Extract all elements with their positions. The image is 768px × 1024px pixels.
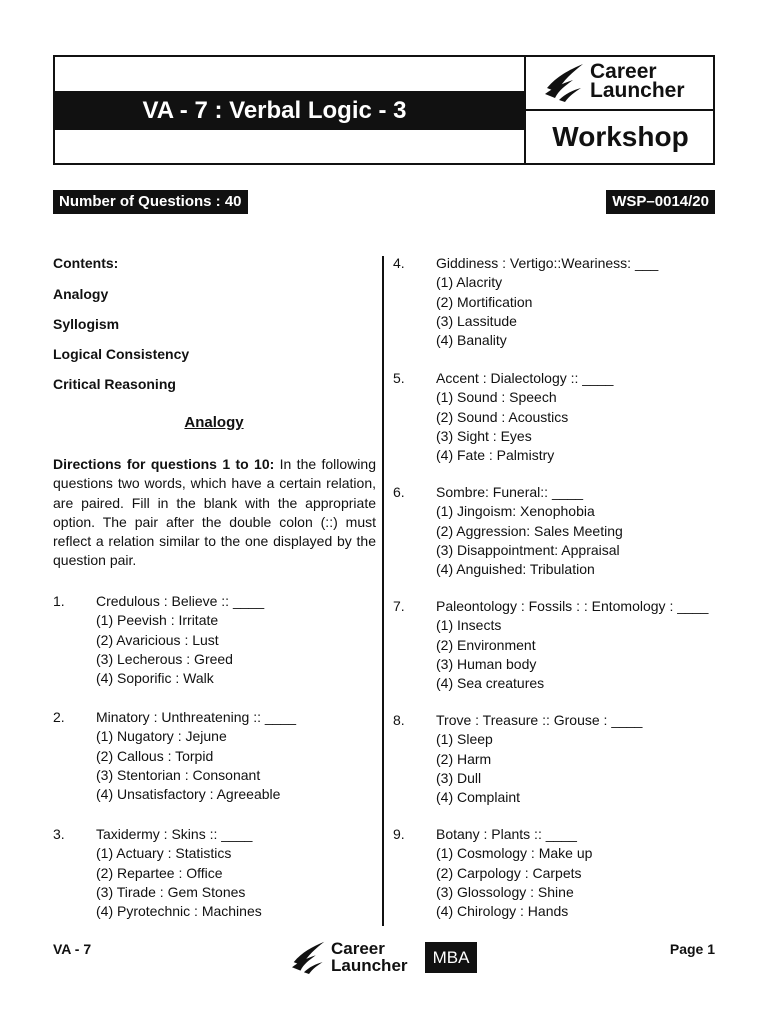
question-number: 3. bbox=[53, 826, 65, 842]
option: (1) Sleep bbox=[436, 731, 493, 748]
option: (2) Repartee : Office bbox=[96, 864, 223, 881]
footer-brand-line2: Launcher bbox=[331, 956, 408, 975]
question-stem: Taxidermy : Skins :: ____ bbox=[96, 826, 253, 842]
contents-item-critical-reasoning: Critical Reasoning bbox=[53, 376, 176, 392]
directions-text: In the following questions two words, which have a certain relation, are paired. Fill in the blank with the appropriate option. The pair after the double colon (::) must reflect a relation similar to the one displayed by the question pair. bbox=[53, 456, 376, 569]
option: (1) Actuary : Statistics bbox=[96, 845, 232, 862]
option: (1) Alacrity bbox=[436, 274, 503, 291]
question-stem: Giddiness : Vertigo::Weariness: ___ bbox=[436, 255, 659, 271]
option: (3) Lassitude bbox=[436, 312, 517, 329]
question-number: 9. bbox=[393, 826, 405, 842]
option: (3) Lecherous : Greed bbox=[96, 650, 233, 667]
option: (1) Peevish : Irritate bbox=[96, 612, 219, 629]
brand-logo bbox=[543, 62, 703, 106]
footer-brand-line1: Career bbox=[331, 939, 385, 958]
footer-doc-id: VA - 7 bbox=[53, 941, 92, 957]
contents-item-logical-consistency: Logical Consistency bbox=[53, 346, 190, 362]
question-stem: Sombre: Funeral:: ____ bbox=[436, 484, 584, 500]
question-number: 4. bbox=[393, 255, 405, 271]
option: (4) Unsatisfactory : Agreeable bbox=[96, 786, 281, 803]
option: (1) Sound : Speech bbox=[436, 389, 557, 406]
page-title: VA - 7 : Verbal Logic - 3 bbox=[142, 97, 407, 124]
option: (1) Jingoism: Xenophobia bbox=[436, 503, 595, 520]
column-divider bbox=[382, 256, 384, 926]
contents-heading: Contents: bbox=[53, 255, 119, 271]
option: (2) Avaricious : Lust bbox=[96, 631, 219, 648]
option: (3) Tirade : Gem Stones bbox=[96, 883, 246, 900]
contents-item-analogy: Analogy bbox=[53, 286, 109, 302]
directions bbox=[53, 455, 376, 571]
footer-logo bbox=[290, 940, 490, 976]
option: (4) Fate : Palmistry bbox=[436, 447, 555, 464]
option: (2) Environment bbox=[436, 636, 536, 653]
question-number: 1. bbox=[53, 593, 65, 609]
question-number: 5. bbox=[393, 370, 405, 386]
workshop-label: Workshop bbox=[552, 121, 689, 152]
option: (3) Human body bbox=[436, 655, 537, 672]
option: (2) Callous : Torpid bbox=[96, 747, 214, 764]
brand-line2: Launcher bbox=[590, 79, 685, 102]
option: (1) Insects bbox=[436, 617, 502, 634]
question-stem: Paleontology : Fossils : : Entomology : ____ bbox=[436, 598, 709, 614]
option: (4) Pyrotechnic : Machines bbox=[96, 903, 262, 920]
option: (4) Chirology : Hands bbox=[436, 903, 569, 920]
question-stem: Minatory : Unthreatening :: ____ bbox=[96, 709, 297, 725]
question-number: 2. bbox=[53, 709, 65, 725]
question-stem: Trove : Treasure :: Grouse : ____ bbox=[436, 712, 643, 728]
footer-brand-name bbox=[331, 940, 408, 974]
question-number: 7. bbox=[393, 598, 405, 614]
option: (3) Sight : Eyes bbox=[436, 427, 532, 444]
option: (1) Cosmology : Make up bbox=[436, 845, 593, 862]
option: (4) Banality bbox=[436, 332, 507, 349]
option: (1) Nugatory : Jejune bbox=[96, 728, 227, 745]
mba-badge: MBA bbox=[425, 942, 477, 973]
directions-lead: Directions for questions 1 to 10: bbox=[53, 456, 275, 472]
option: (3) Dull bbox=[436, 769, 482, 786]
option: (4) Anguished: Tribulation bbox=[436, 561, 595, 578]
question-number: 8. bbox=[393, 712, 405, 728]
document-code-badge: WSP–0014/20 bbox=[606, 190, 715, 214]
option: (2) Sound : Acoustics bbox=[436, 408, 569, 425]
option: (4) Complaint bbox=[436, 789, 521, 806]
option: (3) Disappointment: Appraisal bbox=[436, 541, 620, 558]
title-bar bbox=[53, 91, 526, 130]
question-count-badge: Number of Questions : 40 bbox=[53, 190, 248, 214]
option: (3) Glossology : Shine bbox=[436, 883, 574, 900]
question-number: 6. bbox=[393, 484, 405, 500]
contents-item-syllogism: Syllogism bbox=[53, 316, 120, 332]
option: (2) Harm bbox=[436, 750, 492, 767]
option: (2) Aggression: Sales Meeting bbox=[436, 522, 623, 539]
option: (2) Carpology : Carpets bbox=[436, 864, 582, 881]
brand-swoosh-icon bbox=[290, 940, 328, 974]
brand-swoosh-icon bbox=[543, 62, 587, 102]
question-stem: Credulous : Believe :: ____ bbox=[96, 593, 265, 609]
option: (2) Mortification bbox=[436, 293, 533, 310]
brand-line1: Career bbox=[590, 60, 657, 83]
section-title: Analogy bbox=[184, 414, 244, 431]
option: (4) Sea creatures bbox=[436, 675, 545, 692]
question-stem: Accent : Dialectology :: ____ bbox=[436, 370, 614, 386]
question-stem: Botany : Plants :: ____ bbox=[436, 826, 577, 842]
brand-name bbox=[590, 62, 685, 100]
option: (4) Soporific : Walk bbox=[96, 670, 214, 687]
page-number: Page 1 bbox=[669, 941, 715, 957]
option: (3) Stentorian : Consonant bbox=[96, 766, 261, 783]
